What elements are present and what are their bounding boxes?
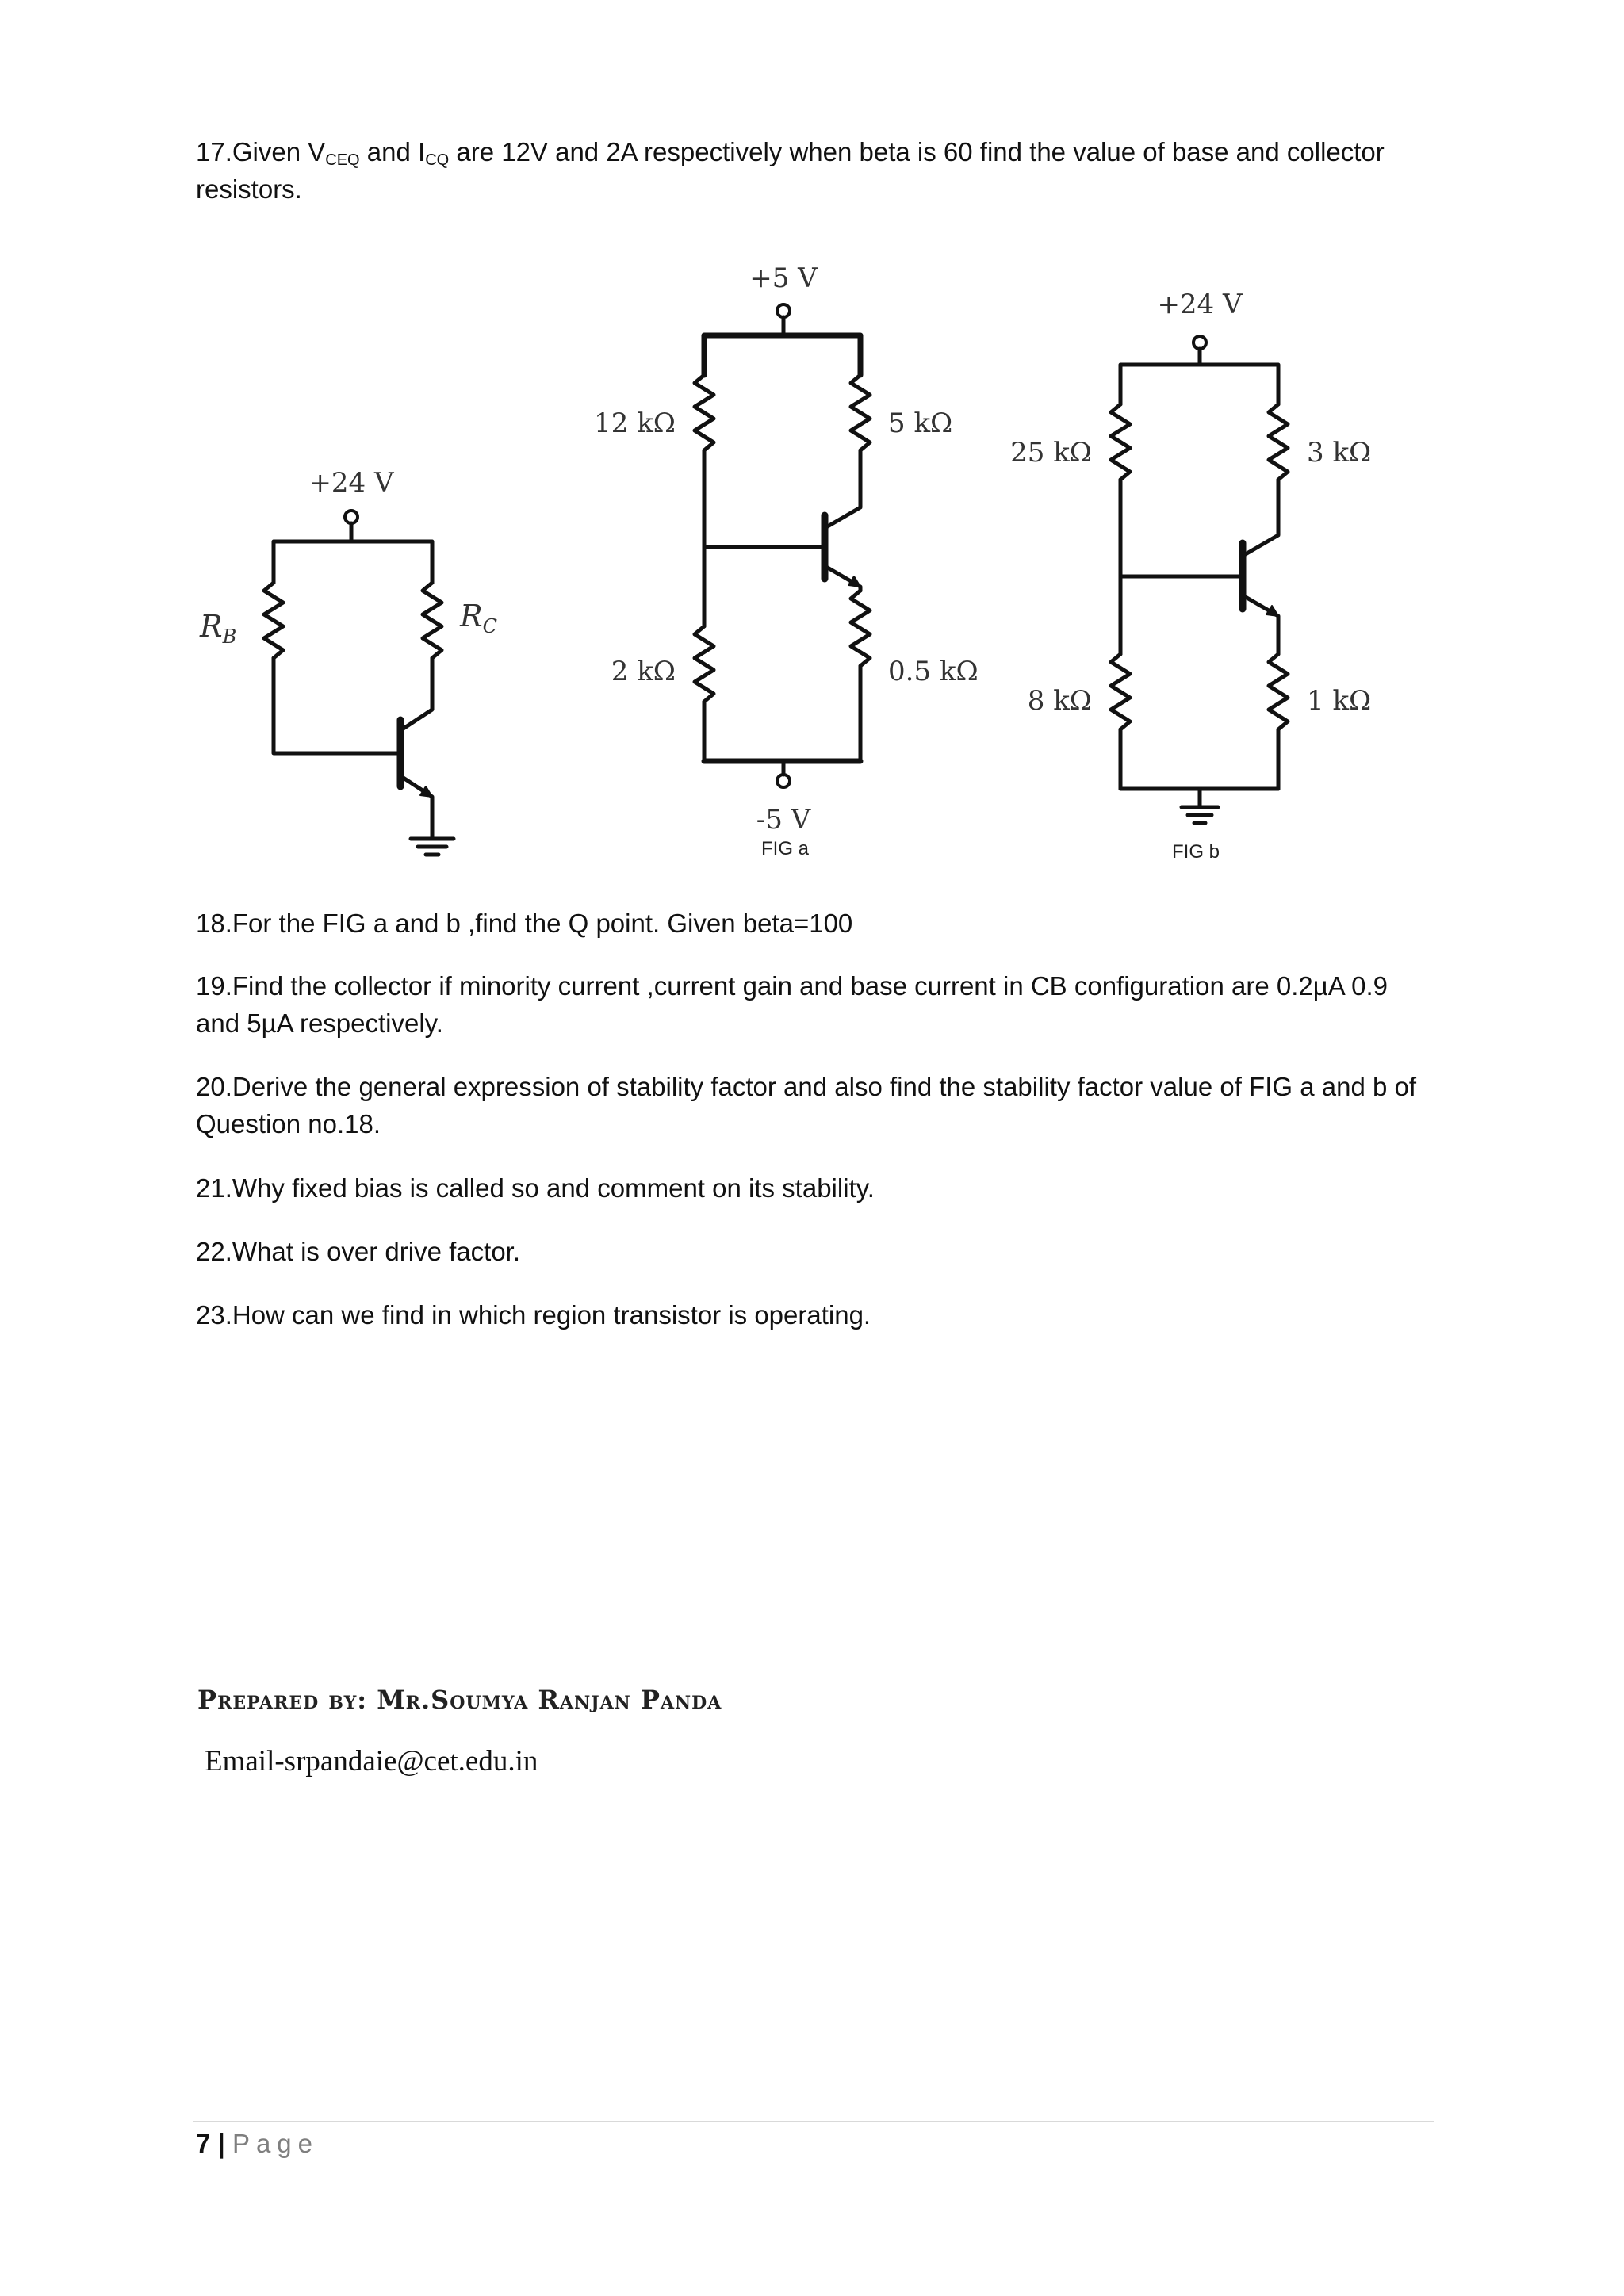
rb-label: $R_B$ (200, 609, 237, 648)
ground-symbol-b (1182, 807, 1218, 823)
fig-b-25k-label: 25 kΩ (1010, 437, 1092, 469)
fig-a-12k-label: 12 kΩ (594, 408, 676, 439)
question-19: 19.Find the collector if minority current ,current gain and base current in CB configuration are 0.2µA 0.9 and 5µA respectively. (196, 971, 1388, 1038)
resistor-2k (695, 626, 714, 702)
prepared-by: Prepared by: Mr.Soumya Ranjan Panda (197, 1685, 722, 1715)
question-18: 18.For the FIG a and b ,find the Q point. Given beta=100 (196, 909, 853, 938)
resistor-8k (1111, 654, 1130, 729)
page-word: Page (232, 2129, 320, 2158)
q17-text-c: are 12V and 2A respectively when beta is 60 find the value of base and collector resistors. (196, 137, 1385, 204)
fig-b-8k-label: 8 kΩ (1027, 685, 1092, 717)
question-21: 21.Why fixed bias is called so and comment on its stability. (196, 1173, 875, 1203)
page-separator: | (210, 2129, 232, 2158)
fig-a-top-label: +5 V (749, 262, 818, 294)
question-22: 22.What is over drive factor. (196, 1237, 521, 1266)
fig-b-3k-label: 3 kΩ (1307, 437, 1372, 469)
page-footer (196, 2129, 319, 2159)
resistor-rb (264, 583, 283, 658)
q17-subscript-ceq: CEQ (325, 151, 360, 169)
q17-subscript-cq: CQ (425, 151, 450, 169)
fig-a-bottom-label: -5 V (756, 804, 811, 836)
page-number: 7 (196, 2129, 211, 2158)
q17-text-b: and I (359, 137, 426, 166)
fig-a-caption: FIG a (760, 838, 810, 859)
resistor-25k (1111, 404, 1130, 480)
fig-b-top-label: +24 V (1157, 289, 1243, 320)
question-20: 20.Derive the general expression of stability factor and also find the stability factor value of FIG a and b of Question no.18. (196, 1072, 1417, 1138)
email: Email-srpandaie@cet.edu.in (205, 1745, 538, 1777)
resistor-0.5k (851, 591, 870, 666)
fixed-supply-label: +24 V (308, 467, 394, 499)
fixed-bias-circuit (264, 511, 454, 855)
resistor-12k (695, 375, 714, 450)
q17-text-a: 17.Given V (196, 137, 326, 166)
fig-b-caption: FIG b (1171, 841, 1220, 863)
fig-b-circuit (1111, 336, 1288, 823)
fig-b-1k-label: 1 kΩ (1307, 685, 1372, 717)
resistor-3k (1269, 404, 1288, 480)
resistor-1k (1269, 654, 1288, 729)
fig-a-circuit (695, 304, 870, 787)
fig-a-5k-label: 5 kΩ (888, 408, 953, 439)
fig-a-2k-label: 2 kΩ (611, 656, 676, 687)
fig-a-0.5k-label: 0.5 kΩ (888, 656, 979, 687)
ground-symbol (411, 839, 454, 855)
question-23: 23.How can we find in which region transistor is operating. (196, 1300, 871, 1330)
rc-label: $R_C$ (460, 599, 497, 637)
circuit-figures (0, 0, 1624, 888)
resistor-5k (851, 375, 870, 450)
resistor-rc (423, 583, 442, 658)
footer-divider (193, 2121, 1434, 2122)
